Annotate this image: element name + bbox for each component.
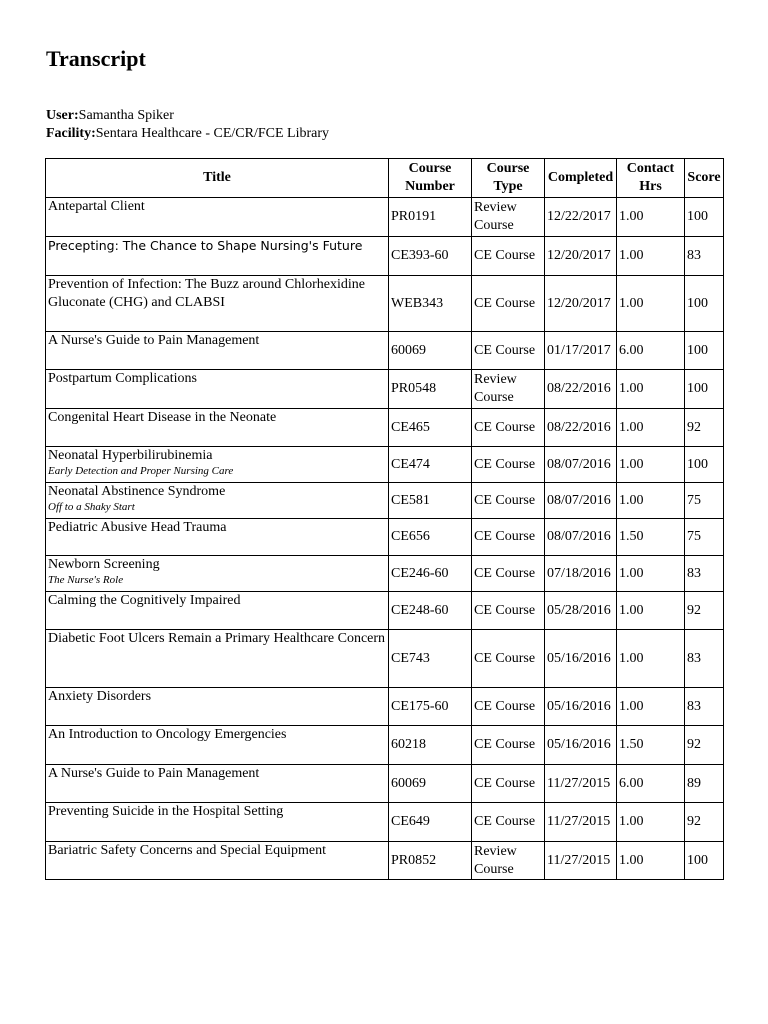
course-number: PR0548 [389, 370, 472, 409]
contact-hrs: 1.00 [617, 483, 685, 519]
course-type: CE Course [472, 519, 545, 556]
completed-date: 07/18/2016 [545, 556, 617, 592]
course-number: CE465 [389, 409, 472, 447]
course-number: CE393-60 [389, 237, 472, 276]
table-row [46, 198, 724, 237]
course-type: CE Course [472, 765, 545, 803]
course-title: Pediatric Abusive Head Trauma [48, 520, 227, 535]
user-line [46, 107, 174, 125]
contact-hrs: 1.00 [617, 409, 685, 447]
completed-date: 08/22/2016 [545, 409, 617, 447]
score: 83 [685, 688, 724, 726]
score: 83 [685, 556, 724, 592]
page-title: Transcript [46, 46, 146, 71]
column-header-course-type: Course Type [472, 159, 545, 198]
completed-date: 08/07/2016 [545, 447, 617, 483]
contact-hrs: 1.00 [617, 630, 685, 688]
course-number: 60218 [389, 726, 472, 765]
score: 83 [685, 630, 724, 688]
completed-date: 11/27/2015 [545, 765, 617, 803]
table-row [46, 519, 724, 556]
course-subtitle: Off to a Shaky Start [48, 501, 135, 513]
score: 100 [685, 842, 724, 880]
score: 75 [685, 519, 724, 556]
table-row [46, 556, 724, 592]
course-type: Review Course [472, 370, 545, 409]
course-number: CE175-60 [389, 688, 472, 726]
score: 92 [685, 803, 724, 842]
table-row [46, 630, 724, 688]
course-subtitle: Early Detection and Proper Nursing Care [48, 465, 234, 477]
course-number: WEB343 [389, 276, 472, 332]
score: 75 [685, 483, 724, 519]
course-type: CE Course [472, 483, 545, 519]
course-title-cell [46, 370, 389, 409]
course-type: CE Course [472, 556, 545, 592]
contact-hrs: 1.00 [617, 198, 685, 237]
completed-date: 08/07/2016 [545, 483, 617, 519]
course-subtitle: The Nurse's Role [48, 574, 124, 586]
column-header-completed: Completed [545, 159, 617, 198]
course-type: CE Course [472, 630, 545, 688]
course-title: A Nurse's Guide to Pain Management [48, 766, 260, 781]
completed-date: 05/16/2016 [545, 630, 617, 688]
table-row [46, 409, 724, 447]
completed-date: 12/22/2017 [545, 198, 617, 237]
course-title: Prevention of Infection: The Buzz around Chlorhexidine Gluconate (CHG) and CLABSI [48, 277, 365, 310]
course-type: CE Course [472, 592, 545, 630]
course-title-cell [46, 519, 389, 556]
contact-hrs: 1.00 [617, 556, 685, 592]
contact-hrs: 1.00 [617, 237, 685, 276]
course-number: PR0852 [389, 842, 472, 880]
contact-hrs: 6.00 [617, 765, 685, 803]
course-type: Review Course [472, 198, 545, 237]
course-title-cell [46, 688, 389, 726]
table-row [46, 765, 724, 803]
course-title-cell [46, 409, 389, 447]
course-title: Postpartum Complications [48, 371, 197, 386]
table-row [46, 370, 724, 409]
course-type: CE Course [472, 276, 545, 332]
table-row [46, 237, 724, 276]
course-title: Bariatric Safety Concerns and Special Equipment [48, 843, 326, 858]
score: 100 [685, 332, 724, 370]
column-header-title: Title [46, 159, 389, 198]
course-title-cell [46, 556, 389, 592]
score: 100 [685, 447, 724, 483]
course-title-cell [46, 276, 389, 332]
course-number: CE474 [389, 447, 472, 483]
table-row [46, 276, 724, 332]
course-title-cell [46, 842, 389, 880]
contact-hrs: 6.00 [617, 332, 685, 370]
completed-date: 01/17/2017 [545, 332, 617, 370]
course-title-cell [46, 765, 389, 803]
course-number: CE248-60 [389, 592, 472, 630]
course-type: CE Course [472, 688, 545, 726]
contact-hrs: 1.00 [617, 447, 685, 483]
user-label: User: [46, 108, 79, 123]
course-type: Review Course [472, 842, 545, 880]
table-row [46, 332, 724, 370]
facility-name: Sentara Healthcare - CE/CR/FCE Library [95, 126, 330, 141]
contact-hrs: 1.00 [617, 803, 685, 842]
completed-date: 05/16/2016 [545, 726, 617, 765]
course-type: CE Course [472, 237, 545, 276]
score: 92 [685, 409, 724, 447]
course-title: Newborn Screening [48, 557, 160, 572]
course-title: Neonatal Abstinence Syndrome [48, 484, 226, 499]
facility-line [46, 125, 329, 143]
course-title-cell [46, 483, 389, 519]
table-header-row [46, 159, 724, 198]
column-header-contact-hrs: Contact Hrs [617, 159, 685, 198]
table-row [46, 803, 724, 842]
facility-label: Facility: [46, 126, 96, 141]
course-number: 60069 [389, 332, 472, 370]
completed-date: 05/16/2016 [545, 688, 617, 726]
transcript-table [45, 158, 724, 880]
table-row [46, 483, 724, 519]
course-type: CE Course [472, 332, 545, 370]
score: 92 [685, 592, 724, 630]
contact-hrs: 1.00 [617, 592, 685, 630]
contact-hrs: 1.00 [617, 688, 685, 726]
contact-hrs: 1.00 [617, 842, 685, 880]
course-title-cell [46, 592, 389, 630]
course-title: A Nurse's Guide to Pain Management [48, 333, 260, 348]
course-number: PR0191 [389, 198, 472, 237]
completed-date: 12/20/2017 [545, 276, 617, 332]
course-title: Neonatal Hyperbilirubinemia [48, 448, 213, 463]
column-header-score: Score [685, 159, 724, 198]
score: 100 [685, 276, 724, 332]
course-title-cell [46, 332, 389, 370]
score: 92 [685, 726, 724, 765]
course-title: Diabetic Foot Ulcers Remain a Primary Healthcare Concern [48, 631, 386, 646]
course-number: CE581 [389, 483, 472, 519]
contact-hrs: 1.00 [617, 370, 685, 409]
course-type: CE Course [472, 803, 545, 842]
completed-date: 05/28/2016 [545, 592, 617, 630]
score: 100 [685, 370, 724, 409]
course-title: Anxiety Disorders [48, 689, 152, 704]
table-row [46, 592, 724, 630]
course-title-cell [46, 630, 389, 688]
table-row [46, 688, 724, 726]
course-number: CE743 [389, 630, 472, 688]
table-row [46, 842, 724, 880]
course-title: Calming the Cognitively Impaired [48, 593, 241, 608]
score: 83 [685, 237, 724, 276]
course-title: Preventing Suicide in the Hospital Setting [48, 804, 284, 819]
course-title-cell [46, 198, 389, 237]
course-title-cell [46, 447, 389, 483]
course-title-cell [46, 803, 389, 842]
contact-hrs: 1.50 [617, 519, 685, 556]
course-number: 60069 [389, 765, 472, 803]
contact-hrs: 1.00 [617, 276, 685, 332]
course-type: CE Course [472, 409, 545, 447]
course-title-cell [46, 237, 389, 276]
table-row [46, 447, 724, 483]
course-title: Antepartal Client [48, 199, 145, 214]
column-header-course-number: Course Number [389, 159, 472, 198]
course-type: CE Course [472, 726, 545, 765]
contact-hrs: 1.50 [617, 726, 685, 765]
course-title: Precepting: The Chance to Shape Nursing's Future [48, 238, 363, 253]
course-title: An Introduction to Oncology Emergencies [48, 727, 287, 742]
completed-date: 08/22/2016 [545, 370, 617, 409]
course-type: CE Course [472, 447, 545, 483]
course-title-cell [46, 726, 389, 765]
completed-date: 08/07/2016 [545, 519, 617, 556]
user-name: Samantha Spiker [78, 108, 174, 123]
table-row [46, 726, 724, 765]
completed-date: 11/27/2015 [545, 803, 617, 842]
completed-date: 12/20/2017 [545, 237, 617, 276]
course-title: Congenital Heart Disease in the Neonate [48, 410, 277, 425]
course-number: CE246-60 [389, 556, 472, 592]
course-number: CE656 [389, 519, 472, 556]
completed-date: 11/27/2015 [545, 842, 617, 880]
score: 89 [685, 765, 724, 803]
score: 100 [685, 198, 724, 237]
course-number: CE649 [389, 803, 472, 842]
